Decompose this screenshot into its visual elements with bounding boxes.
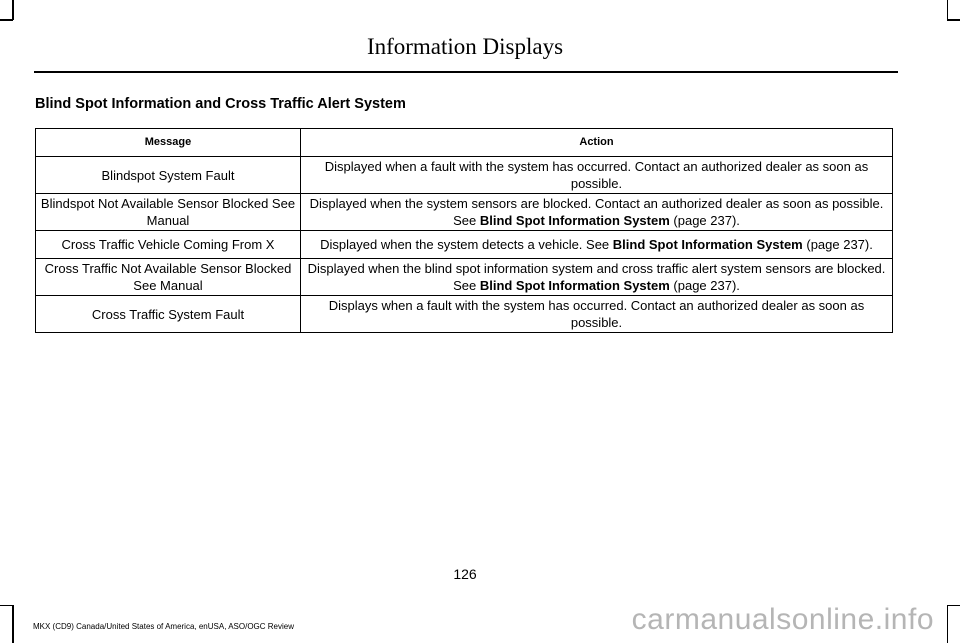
header-divider [34, 71, 898, 73]
page-reference-link[interactable]: Blind Spot Information System [612, 237, 803, 252]
footer-document-id: MKX (CD9) Canada/United States of America, enUSA, ASO/OGC Review [33, 622, 294, 631]
message-cell: Cross Traffic Vehicle Coming From X [36, 231, 301, 259]
message-cell: Blindspot System Fault [36, 157, 301, 194]
table-row [36, 157, 893, 194]
action-cell [301, 296, 893, 333]
section-title: Blind Spot Information and Cross Traffic Alert System [35, 96, 406, 112]
table-header-row [36, 129, 893, 157]
column-header-message: Message [36, 129, 301, 157]
action-text: Displayed when a fault with the system has occurred. Contact an authorized dealer as soon as possible. [324, 159, 869, 191]
table-row [36, 296, 893, 333]
page-reference-link[interactable]: Blind Spot Information System [479, 278, 670, 293]
page-reference-link[interactable]: Blind Spot Information System [479, 213, 670, 228]
message-cell: Cross Traffic System Fault [36, 296, 301, 333]
action-cell [301, 259, 893, 296]
action-text: Displayed when the system sensors are blocked. Contact an authorized dealer as soon as possible. See [309, 196, 884, 228]
page-reference-number: (page 237). [669, 278, 740, 293]
footer-watermark: carmanualsonline.info [631, 603, 934, 636]
page-header-title: Information Displays [366, 34, 564, 59]
crop-mark [12, 0, 14, 20]
table-row [36, 259, 893, 296]
message-table [35, 128, 893, 333]
action-text: Displayed when the system detects a vehicle. See [320, 237, 613, 252]
table-row [36, 231, 893, 259]
page-reference-number: (page 237). [669, 213, 740, 228]
page-number: 126 [453, 566, 477, 582]
action-text: Displays when a fault with the system has occurred. Contact an authorized dealer as soon as possible. [328, 298, 865, 330]
message-cell: Cross Traffic Not Available Sensor Blocked See Manual [36, 259, 301, 296]
message-cell: Blindspot Not Available Sensor Blocked See Manual [36, 194, 301, 231]
action-cell [301, 231, 893, 259]
crop-mark [0, 605, 13, 607]
crop-mark [12, 605, 14, 643]
action-text: Displayed when the blind spot information system and cross traffic alert system sensors are blocked. See [307, 261, 886, 293]
action-cell [301, 157, 893, 194]
crop-mark [0, 19, 13, 21]
action-cell [301, 194, 893, 231]
crop-mark [947, 0, 949, 20]
crop-mark [947, 605, 960, 607]
page-reference-number: (page 237). [802, 237, 873, 252]
column-header-action: Action [301, 129, 893, 157]
crop-mark [947, 19, 960, 21]
table-row [36, 194, 893, 231]
crop-mark [947, 605, 949, 643]
